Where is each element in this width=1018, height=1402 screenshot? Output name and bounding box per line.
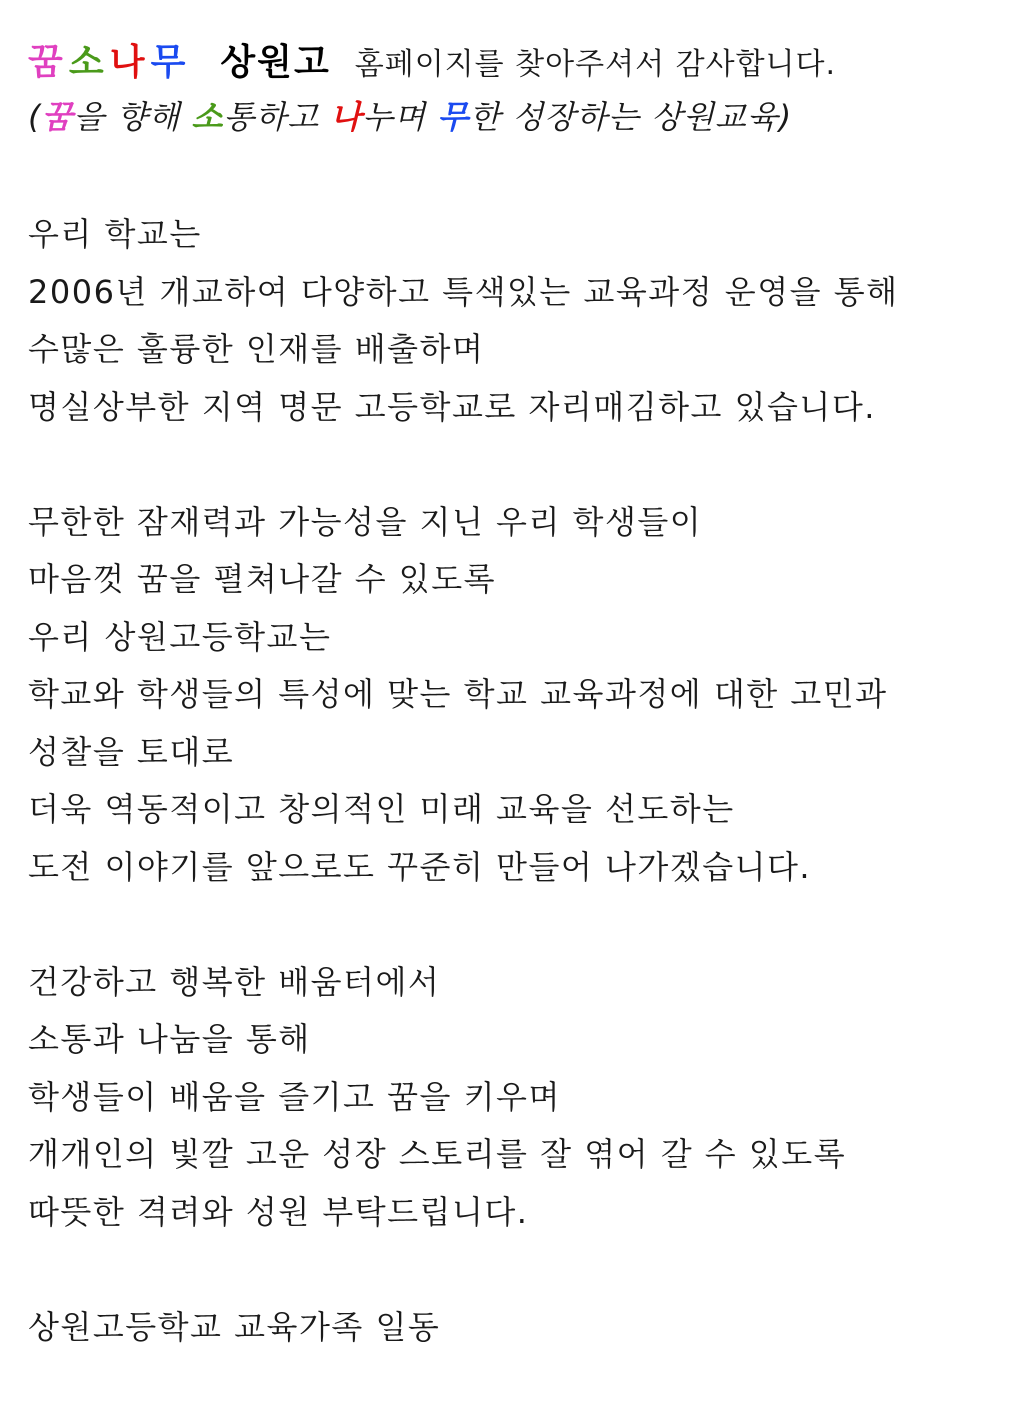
headline: [28, 34, 998, 92]
motto-text-dream: 을 향해: [73, 98, 192, 136]
motto-open-paren: (: [28, 98, 42, 136]
paragraph-3-line: 학생들이 배움을 즐기고 꿈을 키우며: [28, 1077, 561, 1116]
paragraph-2-line: 학교와 학생들의 특성에 맞는 학교 교육과정에 대한 고민과: [28, 675, 888, 713]
signature-line: 상원고등학교 교육가족 일동: [28, 1307, 441, 1346]
brand-char-communicate: 소: [68, 42, 105, 83]
motto-lead-communicate: 소: [191, 98, 224, 136]
paragraph-3-line: 개개인의 빛깔 고운 성장 스토리를 잘 엮어 갈 수 있도록: [28, 1135, 847, 1173]
paragraph-3-line: 소통과 나눔을 통해: [28, 1020, 311, 1058]
paragraph-1-line: 명실상부한 지역 명문 고등학교로 자리매김하고 있습니다.: [28, 387, 876, 426]
school-name: 상원고: [220, 42, 331, 83]
motto-close-paren: ): [778, 98, 793, 136]
paragraph-1-line: 수많은 훌륭한 인재를 배출하며: [28, 330, 485, 368]
paragraph-1-line: 2006년 개교하여 다양하고 특색있는 교육과정 운영을 통해: [28, 272, 899, 311]
paragraph-3-line: 건강하고 행복한 배움터에서: [28, 962, 441, 1001]
message-body: [28, 206, 998, 1356]
motto-text-infinite: 한 성장하는 상원교육: [469, 98, 779, 136]
brand-slogan: [28, 34, 186, 85]
paragraph-2-line: 성찰을 토대로: [28, 732, 235, 771]
paragraph-2-line: 무한한 잠재력과 가능성을 지닌 우리 학생들이: [28, 502, 703, 541]
paragraph-gap: [28, 436, 998, 494]
brand-char-infinite: 무: [150, 42, 187, 83]
paragraph-2-line: 마음껏 꿈을 펼쳐나갈 수 있도록: [28, 560, 497, 598]
greeting-text: 홈페이지를 찾아주셔서 감사합니다.: [354, 47, 837, 82]
motto-text-communicate: 통하고: [223, 98, 331, 136]
paragraph-3-line: 따뜻한 격려와 성원 부탁드립니다.: [28, 1192, 529, 1231]
motto: [28, 92, 998, 150]
motto-lead-dream: 꿈: [41, 98, 74, 136]
motto-lead-infinite: 무: [437, 98, 470, 136]
paragraph-2-line: 우리 상원고등학교는: [28, 617, 332, 656]
paragraph-2-line: 더욱 역동적이고 창의적인 미래 교육을 선도하는: [28, 790, 735, 828]
brand-char-dream: 꿈: [28, 42, 64, 83]
paragraph-1-line: 우리 학교는: [28, 215, 202, 253]
paragraph-gap: [28, 896, 998, 954]
brand-char-share: 나: [109, 42, 146, 83]
motto-text-share: 누며: [362, 98, 438, 136]
motto-lead-share: 나: [330, 98, 363, 136]
welcome-message: [28, 34, 998, 1356]
paragraph-gap: [28, 1241, 998, 1299]
paragraph-2-line: 도전 이야기를 앞으로도 꾸준히 만들어 나가겠습니다.: [28, 847, 812, 886]
